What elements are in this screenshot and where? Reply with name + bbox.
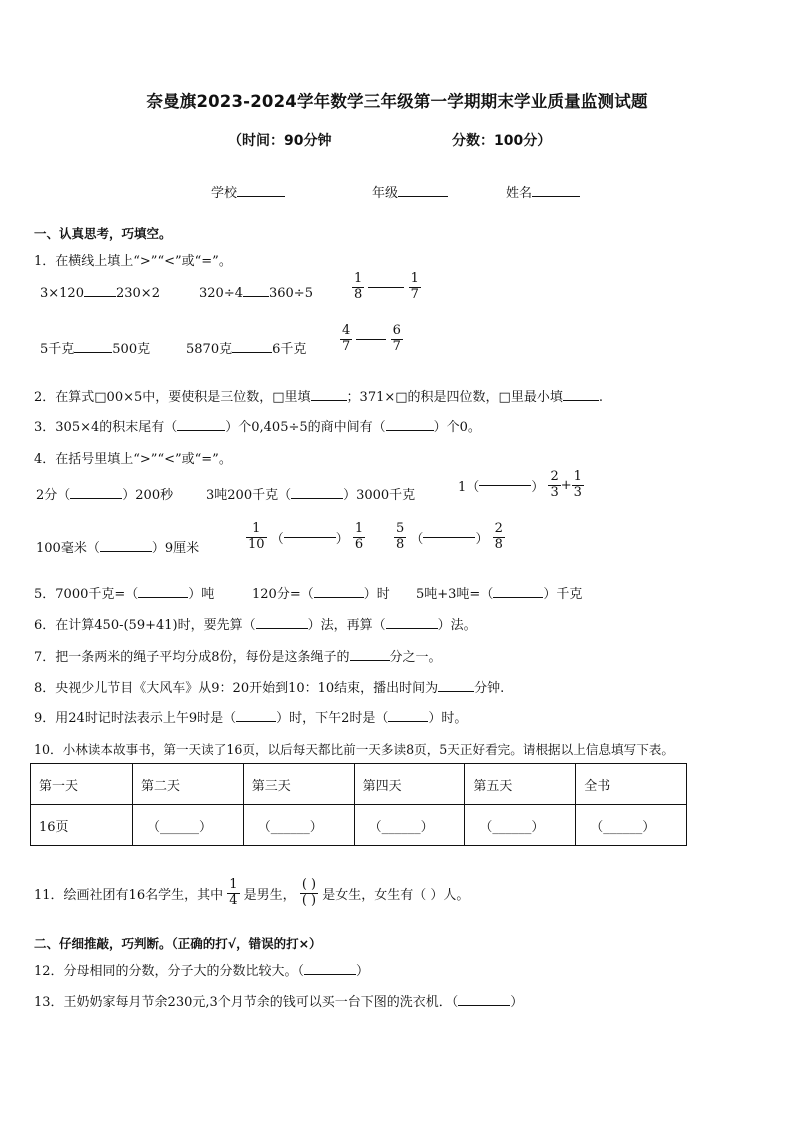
q11: 11．绘画社团有16名学生，其中 $\frac{1}{4}$ 是男生， $\frac{( )}{( )}$ 是女生，女生有（ ）人。	[34, 877, 470, 908]
q1-expr-f: 500克	[112, 342, 151, 357]
fraction: $\frac{2}{3}$	[550, 469, 559, 500]
q1-item-b	[199, 286, 313, 301]
fraction: $\frac{4}{7}$	[342, 323, 351, 354]
name-field	[506, 182, 580, 201]
section1-heading: 一、认真思考，巧填空。	[34, 226, 172, 241]
q5-item-a: 5．7000千克=（ ）吨	[34, 587, 215, 602]
q9: 9．用24时记时法表示上午9时是（ ）时，下午2时是（ ）时。	[34, 711, 468, 726]
table-header-cell: 第二天	[133, 764, 244, 805]
fraction: $\frac{1}{3}$	[573, 469, 582, 500]
table-cell: 16页	[31, 805, 133, 846]
section2-heading: 二、仔细推敲，巧判断。（正确的打√，错误的打×）	[34, 936, 322, 951]
table-row	[31, 805, 687, 846]
table-cell: （______）	[133, 805, 244, 846]
page-title: 奈曼旗2023-2024学年数学三年级第一学期期末学业质量监测试题	[146, 92, 648, 111]
q1-blank-f	[356, 339, 386, 340]
exam-time: （时间：90分钟	[228, 133, 332, 149]
q1-item-a	[40, 286, 160, 301]
q1-expr-e: 5千克	[40, 342, 75, 357]
q1-item-e	[186, 338, 306, 357]
q1-item-d	[40, 338, 150, 357]
q1-expr-g: 5870克	[186, 342, 233, 357]
q1-text: 1．在横线上填上“>”“<”或“=”。	[34, 254, 232, 269]
q10-text: 10．小林读本故事书，第一天读了16页，以后每天都比前一天多读8页，5天正好看完。请根据以上信息填写下表。	[34, 742, 674, 757]
q4-item-b: 3吨200千克（ ）3000千克	[206, 488, 416, 503]
q4-item-c: 1（ ） $\frac{2}{3}$ + $\frac{1}{3}$	[458, 469, 582, 500]
q4-item-f: $\frac{5}{8}$ （ ） $\frac{2}{8}$	[396, 521, 503, 552]
q4-item-d: 100毫米（ ）9厘米	[36, 541, 200, 556]
q4-item-e: $\frac{1}{10}$ （ ） $\frac{1}{6}$	[248, 521, 364, 552]
q2: 2．在算式□00×5中，要使积是三位数，□里填 ；371×□的积是四位数，□里最小填 .	[34, 390, 603, 405]
q1-expr-b: 230×2	[115, 286, 160, 301]
fraction: $\frac{1}{10}$	[248, 521, 265, 552]
table-header-cell: 第四天	[354, 764, 465, 805]
grade-label: 年级	[372, 186, 399, 201]
table-header-cell: 全书	[576, 764, 687, 805]
fraction: $\frac{1}{4}$	[229, 877, 238, 908]
fraction: $\frac{1}{6}$	[354, 521, 364, 552]
name-label: 姓名	[506, 186, 533, 201]
table-header-cell: 第五天	[465, 764, 576, 805]
fraction: $\frac{5}{8}$	[396, 521, 405, 552]
school-field	[211, 182, 285, 201]
q3-blank-2	[386, 430, 434, 431]
q3: 3．305×4的积末尾有（ ）个0,405÷5的商中间有（ ）个0。	[34, 420, 481, 435]
q6: 6．在计算450-(59+41)时，要先算（ ）法，再算（ ）法。	[34, 618, 477, 633]
q2-blank-2	[563, 400, 599, 401]
q1-item-c	[352, 272, 421, 303]
q3-blank-1	[177, 430, 225, 431]
table-header-row	[31, 764, 687, 805]
exam-score: 分数：100分）	[452, 133, 552, 149]
q4-item-a: 2分（ ）200秒	[36, 488, 174, 503]
q12: 12．分母相同的分数，分子大的分数比较大。（ ）	[34, 964, 370, 979]
q8: 8．央视少儿节目《大风车》从9：20开始到10：10结束，播出时间为 分钟.	[34, 681, 505, 696]
q1-expr-h: 6千克	[272, 342, 307, 357]
name-blank	[532, 196, 580, 197]
table-cell: （______）	[243, 805, 354, 846]
fraction: $\frac{2}{8}$	[494, 521, 503, 552]
q13: 13．王奶奶家每月节余230元,3个月节余的钱可以买一台下图的洗衣机．（ ）	[34, 995, 524, 1010]
q1-item-f	[340, 324, 403, 355]
q4-text: 4．在括号里填上“>”“<”或“=”。	[34, 452, 232, 467]
table-header-cell: 第一天	[31, 764, 133, 805]
q1-blank-e	[232, 352, 272, 353]
q2-blank-1	[311, 400, 347, 401]
table-cell: （______）	[465, 805, 576, 846]
q5-item-c: 5吨+3吨=（ ）千克	[416, 587, 583, 602]
table-header-cell: 第三天	[243, 764, 354, 805]
reading-table	[30, 763, 687, 846]
fraction: $\frac{6}{7}$	[392, 323, 401, 354]
q7: 7．把一条两米的绳子平均分成8份，每份是这条绳子的 分之一。	[34, 650, 442, 665]
grade-blank	[398, 196, 448, 197]
blank-fraction: $\frac{( )}{( )}$	[301, 877, 317, 908]
q1-blank-d	[74, 352, 112, 353]
q1-blank-b	[243, 296, 269, 297]
table-cell: （______）	[576, 805, 687, 846]
q1-blank-a	[84, 296, 116, 297]
grade-field	[372, 182, 448, 201]
fraction: $\frac{1}{7}$	[410, 271, 419, 302]
q5-item-b: 120分=（ ）时	[252, 587, 390, 602]
q1-blank-c	[368, 287, 404, 288]
q1-expr-d: 360÷5	[268, 286, 313, 301]
table-cell: （______）	[354, 805, 465, 846]
q1-expr-c: 320÷4	[199, 286, 243, 301]
school-blank	[237, 196, 285, 197]
school-label: 学校	[211, 186, 238, 201]
q1-expr-a: 3×120	[40, 286, 84, 301]
fraction: $\frac{1}{8}$	[354, 271, 363, 302]
